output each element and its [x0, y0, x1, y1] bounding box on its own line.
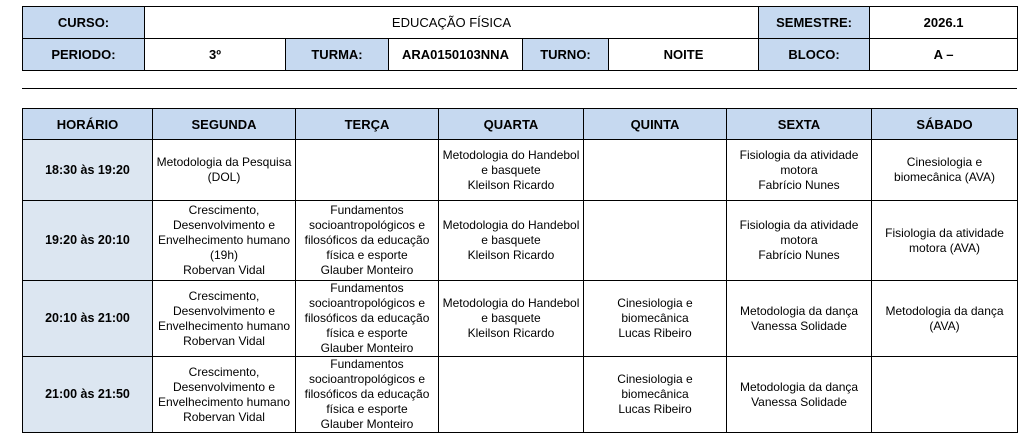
class-line: socioantropológicos e — [308, 296, 426, 310]
class-line: Desenvolvimento e — [172, 303, 276, 318]
class-line: Fabrício Nunes — [758, 177, 840, 192]
class-cell — [296, 281, 439, 357]
class-line: Glauber Monteiro — [320, 417, 414, 431]
class-line: Metodologia da Pesquisa — [156, 155, 292, 169]
class-line: Metodologia da dança — [885, 303, 1004, 318]
class-line: biomecânica (AVA) — [894, 170, 995, 184]
class-cell — [153, 357, 296, 433]
class-line: e basquete — [481, 162, 541, 177]
class-cell — [153, 281, 296, 357]
class-cell — [296, 357, 439, 433]
class-cell — [439, 201, 584, 281]
semester-value: 2026.1 — [870, 7, 1018, 39]
class-line: Crescimento, — [188, 364, 260, 379]
class-line: e basquete — [481, 233, 541, 247]
time-slot: 18:30 às 19:20 — [23, 140, 153, 201]
class-line: Vanessa Solidade — [751, 394, 847, 409]
column-header: HORÁRIO — [23, 109, 153, 140]
class-line: Envelhecimento humano — [157, 394, 291, 409]
class-line: Cinesiologia e — [906, 155, 983, 169]
class-cell — [872, 201, 1018, 281]
time-slot: 21:00 às 21:50 — [23, 357, 153, 433]
time-slot: 20:10 às 21:00 — [23, 281, 153, 357]
class-line: biomecânica — [621, 311, 689, 325]
class-line: motora — [780, 162, 818, 177]
class-line: Robervan Vidal — [183, 263, 265, 277]
class-cell — [872, 357, 1018, 433]
class-line: filosóficos da educação — [304, 387, 430, 401]
class-line: Envelhecimento humano — [157, 318, 291, 333]
class-line: filosóficos da educação — [304, 233, 430, 247]
class-line: motora (AVA) — [909, 240, 980, 255]
class-cell — [727, 140, 872, 201]
semester-label: SEMESTRE: — [759, 7, 870, 39]
table-row — [23, 281, 1018, 357]
class-line: Kleilson Ricardo — [467, 248, 555, 262]
class-line: socioantropológicos e — [308, 372, 426, 386]
class-line: Kleilson Ricardo — [467, 326, 555, 340]
class-cell — [439, 281, 584, 357]
class-line: Fundamentos — [330, 203, 404, 217]
curso-label: CURSO: — [23, 7, 145, 39]
class-line: Crescimento, — [188, 288, 260, 303]
periodo-label: PERIODO: — [23, 39, 145, 71]
class-line: Desenvolvimento e — [172, 379, 276, 394]
class-cell — [584, 201, 727, 281]
class-line: Lucas Ribeiro — [618, 326, 692, 340]
class-line: Metodologia da dança — [739, 379, 859, 394]
class-line: Glauber Monteiro — [320, 341, 414, 355]
class-cell — [727, 281, 872, 357]
class-line: socioantropológicos e — [308, 218, 426, 232]
column-header: TERÇA — [296, 109, 439, 140]
class-line: física e esporte — [326, 402, 408, 416]
column-header: SÁBADO — [872, 109, 1018, 140]
class-line: Fundamentos — [330, 357, 404, 371]
class-line: Robervan Vidal — [183, 409, 265, 424]
class-cell — [872, 281, 1018, 357]
class-line: (AVA) — [929, 318, 960, 333]
curso-value: EDUCAÇÃO FÍSICA — [145, 7, 759, 39]
class-line: Robervan Vidal — [183, 333, 265, 348]
class-line: motora — [780, 233, 818, 247]
class-line: Glauber Monteiro — [320, 263, 414, 277]
class-line: Cinesiologia e — [617, 296, 693, 310]
class-cell — [153, 201, 296, 281]
class-line: Vanessa Solidade — [751, 318, 847, 333]
class-cell — [584, 281, 727, 357]
class-line: Metodologia do Handebol — [442, 296, 580, 310]
turma-label: TURMA: — [286, 39, 389, 71]
class-line: Kleilson Ricardo — [467, 177, 555, 192]
class-line: Crescimento, — [188, 203, 260, 217]
class-cell — [296, 201, 439, 281]
class-cell — [153, 140, 296, 201]
column-header: SEXTA — [727, 109, 872, 140]
class-line: Metodologia do Handebol — [442, 147, 580, 162]
class-line: Envelhecimento humano — [157, 233, 291, 247]
table-row — [23, 201, 1018, 281]
class-cell — [439, 140, 584, 201]
class-cell — [727, 357, 872, 433]
time-slot: 19:20 às 20:10 — [23, 201, 153, 281]
divider-line — [22, 88, 1017, 89]
class-line: Cinesiologia e — [617, 372, 693, 386]
class-line: Lucas Ribeiro — [618, 402, 692, 416]
class-line: e basquete — [481, 311, 541, 325]
periodo-value: 3º — [145, 39, 286, 71]
class-cell — [584, 357, 727, 433]
class-line: Metodologia do Handebol — [442, 218, 580, 232]
class-line: Fisiologia da atividade — [739, 218, 859, 232]
column-header: QUINTA — [584, 109, 727, 140]
turno-value: NOITE — [609, 39, 759, 71]
schedule-header-row — [23, 109, 1018, 140]
column-header: QUARTA — [439, 109, 584, 140]
table-row — [23, 357, 1018, 433]
class-line: física e esporte — [326, 326, 408, 340]
turma-value: ARA0150103NNA — [389, 39, 523, 71]
class-line: Fisiologia da atividade — [739, 147, 859, 162]
class-cell — [296, 140, 439, 201]
class-line: Fisiologia da atividade — [885, 225, 1004, 240]
class-line: (19h) — [209, 248, 238, 262]
class-cell — [872, 140, 1018, 201]
class-cell — [727, 201, 872, 281]
schedule-table — [22, 108, 1018, 433]
class-line: Fundamentos — [330, 281, 404, 295]
class-line: Metodologia da dança — [739, 303, 859, 318]
bloco-value: A – — [870, 39, 1018, 71]
class-line: biomecânica — [621, 387, 689, 401]
table-row — [23, 140, 1018, 201]
class-line: física e esporte — [326, 248, 408, 262]
class-line: Desenvolvimento e — [172, 218, 276, 232]
turno-label: TURNO: — [523, 39, 609, 71]
course-info-table — [22, 6, 1018, 71]
class-line: filosóficos da educação — [304, 311, 430, 325]
bloco-label: BLOCO: — [759, 39, 870, 71]
column-header: SEGUNDA — [153, 109, 296, 140]
class-line: Fabrício Nunes — [758, 248, 840, 262]
class-cell — [439, 357, 584, 433]
class-line: (DOL) — [207, 170, 241, 184]
class-cell — [584, 140, 727, 201]
